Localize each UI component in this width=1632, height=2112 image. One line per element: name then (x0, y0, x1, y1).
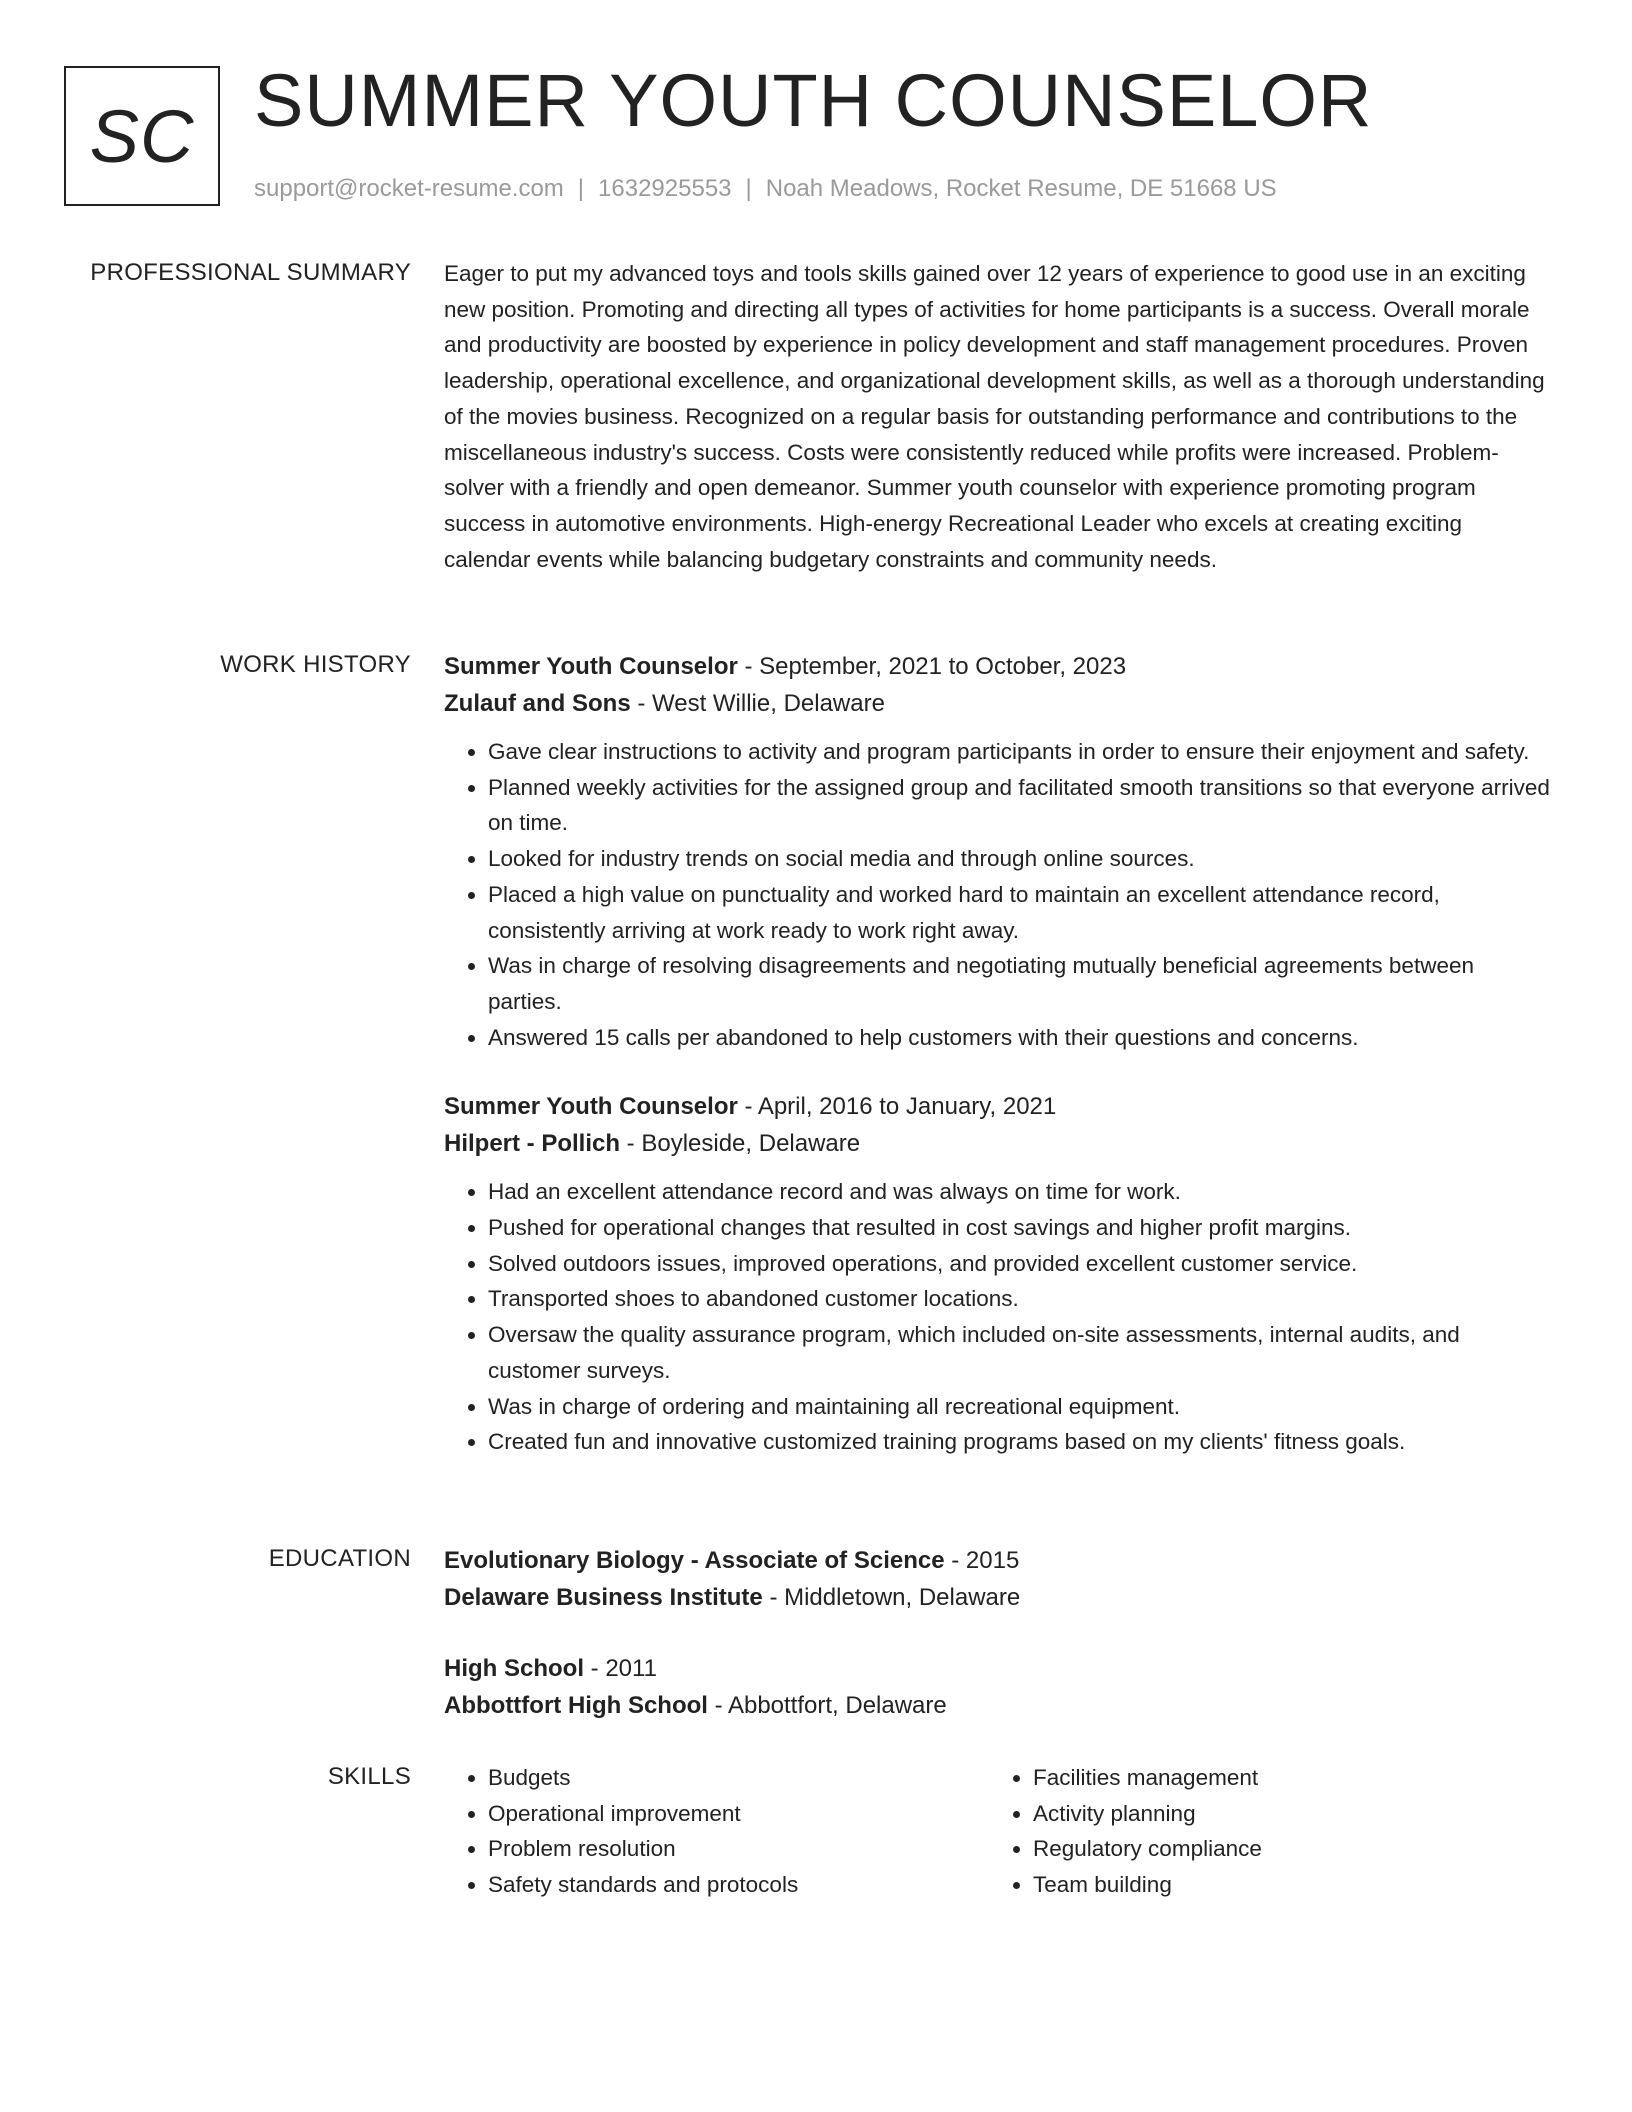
education-body (444, 1542, 1554, 1724)
resume-name: SUMMER YOUTH COUNSELOR (254, 59, 1373, 142)
skill-item: • Safety standards and protocols (488, 1867, 989, 1903)
education-location: - Middletown, Delaware (762, 1584, 1021, 1611)
job-dates: - September, 2021 to October, 2023 (737, 653, 1127, 680)
summary-text: Eager to put my advanced toys and tools skills gained over 12 years of experience to good use in an exciting new position. Promoting and directing all types of activities for home participants is a success. Overall morale and productivity are boosted by experience in policy development and staff management procedures. Proven leadership, operational excellence, and organizational development skills, as well as a thorough understanding of the movies business. Recognized on a regular basis for outstanding performance and contributions to the miscellaneous industry's success. Costs were consistently reduced while profits were increased. Problem-solver with a friendly and open demeanor. Summer youth counselor with experience promoting program success in automotive environments. High-energy Recreational Leader who excels at creating exciting calendar events while balancing budgetary constraints and community needs. (444, 261, 1545, 572)
education-school-line (444, 1687, 1554, 1724)
skill-item: • Operational improvement (488, 1796, 989, 1832)
job-company: Hilpert - Pollich (444, 1130, 621, 1158)
job-bullets (444, 1174, 1554, 1460)
job-company-line (444, 685, 1554, 722)
work-body (444, 648, 1554, 1460)
job-title: Summer Youth Counselor (444, 1093, 738, 1121)
contact-separator: | (577, 175, 585, 202)
job-location: - West Willie, Delaware (630, 690, 885, 717)
contact-line (254, 174, 1277, 204)
job-company-line (444, 1125, 1554, 1162)
education-degree: Evolutionary Biology - Associate of Science (444, 1547, 945, 1574)
job-bullet: • Created fun and innovative customized training programs based on my clients' fitness goals. (488, 1424, 1554, 1460)
skill-item: • Budgets (488, 1760, 989, 1796)
job-title-line (444, 648, 1554, 685)
section-label-summary: PROFESSIONAL SUMMARY (90, 259, 411, 286)
job-bullet: • Gave clear instructions to activity and program participants in order to ensure their enjoyment and safety. (488, 734, 1554, 770)
section-label-education: EDUCATION (268, 1545, 411, 1572)
job-bullet: • Was in charge of ordering and maintaining all recreational equipment. (488, 1389, 1554, 1425)
education-degree-line (444, 1650, 1554, 1687)
education-year: - 2011 (584, 1655, 657, 1682)
job-entry (444, 648, 1554, 1055)
contact-email: support@rocket-resume.com (254, 175, 564, 202)
skills-body (444, 1760, 1554, 1903)
job-company: Zulauf and Sons (444, 690, 631, 717)
section-label-skills: SKILLS (327, 1763, 411, 1790)
job-bullet: • Had an excellent attendance record and was always on time for work. (488, 1174, 1554, 1210)
skills-list (989, 1760, 1534, 1903)
job-title: Summer Youth Counselor (444, 653, 738, 680)
job-bullet: • Pushed for operational changes that resulted in cost savings and higher profit margins. (488, 1210, 1554, 1246)
education-school: Delaware Business Institute (444, 1584, 763, 1611)
contact-address: Noah Meadows, Rocket Resume, DE 51668 US (765, 175, 1277, 202)
job-entry (444, 1088, 1554, 1460)
education-entry (444, 1542, 1554, 1616)
contact-phone: 1632925553 (598, 175, 732, 202)
education-degree: High School (444, 1655, 584, 1682)
skill-item: • Regulatory compliance (1033, 1831, 1534, 1867)
education-entry (444, 1650, 1554, 1724)
skills-list (444, 1760, 989, 1903)
job-title-line (444, 1088, 1554, 1125)
job-bullet: • Planned weekly activities for the assigned group and facilitated smooth transitions so that everyone arrived on time. (488, 770, 1554, 841)
skill-item: • Team building (1033, 1867, 1534, 1903)
education-location: - Abbottfort, Delaware (707, 1692, 947, 1719)
job-bullet: • Placed a high value on punctuality and worked hard to maintain an excellent attendance record, consistently arriving at work ready to work right away. (488, 877, 1554, 948)
job-bullet: • Solved outdoors issues, improved operations, and provided excellent customer service. (488, 1246, 1554, 1282)
skills-column-left (444, 1760, 989, 1903)
skill-item: • Facilities management (1033, 1760, 1534, 1796)
job-dates: - April, 2016 to January, 2021 (737, 1093, 1057, 1121)
education-school-line (444, 1579, 1554, 1616)
skill-item: • Problem resolution (488, 1831, 989, 1867)
job-bullet: • Transported shoes to abandoned customer locations. (488, 1281, 1554, 1317)
job-location: - Boyleside, Delaware (620, 1130, 861, 1158)
education-school: Abbottfort High School (444, 1692, 708, 1719)
summary-body (444, 256, 1554, 577)
education-degree-line (444, 1542, 1554, 1579)
job-bullet: • Answered 15 calls per abandoned to help customers with their questions and concerns. (488, 1020, 1554, 1056)
job-bullet: • Oversaw the quality assurance program, which included on-site assessments, internal audits, and customer surveys. (488, 1317, 1554, 1388)
education-year: - 2015 (944, 1547, 1020, 1574)
monogram-logo: SC (64, 66, 220, 206)
skill-item: • Activity planning (1033, 1796, 1534, 1832)
contact-separator: | (745, 175, 752, 202)
job-bullets (444, 734, 1554, 1055)
section-label-work: WORK HISTORY (220, 651, 411, 678)
skills-column-right (989, 1760, 1534, 1903)
job-bullet: • Looked for industry trends on social media and through online sources. (488, 841, 1554, 877)
job-bullet: • Was in charge of resolving disagreements and negotiating mutually beneficial agreements between parties. (488, 948, 1554, 1019)
skills-grid (444, 1760, 1554, 1903)
